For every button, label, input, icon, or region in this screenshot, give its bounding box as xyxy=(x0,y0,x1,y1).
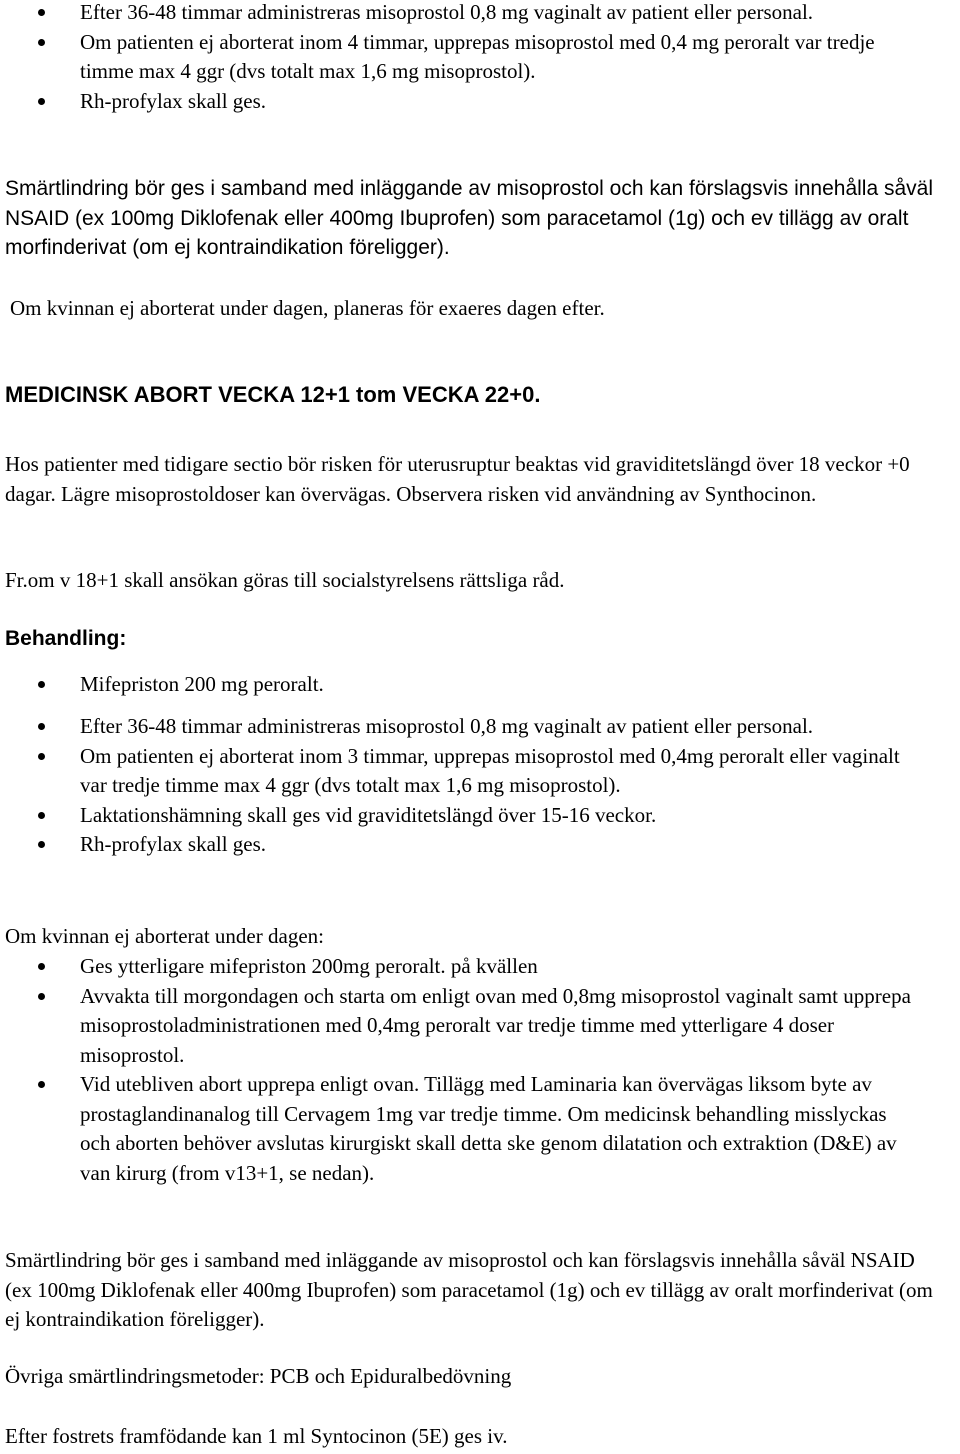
pain-relief-paragraph: Smärtlindring bör ges i samband med inläggande av misoprostol och kan förslagsvis innehålla såväl NSAID (ex 100mg Diklofenak eller 400mg Ibuprofen) som paracetamol (1g) och ev tillägg av oralt morfinderivat (om ej kontraindikation föreligger). xyxy=(5,177,933,259)
bullet-icon xyxy=(38,681,45,688)
list-item: Om patienten ej aborterat inom 4 timmar, upprepas misoprostol med 0,4 mg peroralt var tredje timme max 4 ggr (dvs totalt max 1,6 mg misoprostol). xyxy=(0,28,960,87)
bullet-list-treatment-continued xyxy=(0,712,960,860)
bullet-list-treatment xyxy=(0,670,960,700)
other-methods-paragraph: Övriga smärtlindringsmetoder: PCB och Epiduralbedövning xyxy=(5,1364,512,1388)
section-heading: MEDICINSK ABORT VECKA 12+1 tom VECKA 22+0. xyxy=(5,382,541,407)
bullet-icon xyxy=(38,963,45,970)
list-item: Vid utebliven abort upprepa enligt ovan. Tillägg med Laminaria kan övervägas liksom byte av prostaglandinanalog till Cervagem 1mg var tredje timme. Om medicinsk behandling misslyckas och aborten behöver avslutas kirurgiskt skall detta ske genom dilatation och extraktion (D&E) av van kirurg (from v13+1, se nedan). xyxy=(0,1070,960,1188)
bullet-icon xyxy=(38,723,45,730)
not-aborted-heading: Om kvinnan ej aborterat under dagen: xyxy=(5,924,324,948)
list-item: Rh-profylax skall ges. xyxy=(0,830,960,860)
bullet-list-not-aborted xyxy=(0,952,960,1188)
bullet-icon xyxy=(38,993,45,1000)
bullet-icon xyxy=(38,39,45,46)
after-fetus-paragraph: Efter fostrets framfödande kan 1 ml Syntocinon (5E) ges iv. xyxy=(5,1424,508,1448)
bullet-list-initial xyxy=(0,0,960,116)
bullet-icon xyxy=(38,812,45,819)
bullet-icon xyxy=(38,753,45,760)
list-item: Efter 36-48 timmar administreras misoprostol 0,8 mg vaginalt av patient eller personal. xyxy=(0,0,960,28)
bullet-icon xyxy=(38,841,45,848)
treatment-heading: Behandling: xyxy=(5,627,127,650)
application-paragraph: Fr.om v 18+1 skall ansökan göras till socialstyrelsens rättsliga råd. xyxy=(5,568,565,592)
bullet-icon xyxy=(38,9,45,16)
sectio-paragraph: Hos patienter med tidigare sectio bör risken för uterusruptur beaktas vid graviditetslängd över 18 veckor +0 dagar. Lägre misoprostoldoser kan övervägas. Observera risken vid användning av Synthocinon. xyxy=(5,452,910,506)
pain-relief-paragraph-2: Smärtlindring bör ges i samband med inläggande av misoprostol och kan förslagsvis innehålla såväl NSAID (ex 100mg Diklofenak eller 400mg Ibuprofen) som paracetamol (1g) och ev tillägg av oralt morfinderivat (om ej kontraindikation föreligger). xyxy=(5,1248,933,1331)
list-item: Mifepriston 200 mg peroralt. xyxy=(0,670,960,700)
list-item: Laktationshämning skall ges vid graviditetslängd över 15-16 veckor. xyxy=(0,801,960,831)
list-item: Avvakta till morgondagen och starta om enligt ovan med 0,8mg misoprostol vaginalt samt upprepa misoprostoladministrationen med 0,4mg peroralt var tredje timme med ytterligare 4 doser misoprostol. xyxy=(0,982,960,1071)
list-item: Om patienten ej aborterat inom 3 timmar, upprepas misoprostol med 0,4mg peroralt eller vaginalt var tredje timme max 4 ggr (dvs totalt max 1,6 mg misoprostol). xyxy=(0,742,960,801)
not-aborted-paragraph: Om kvinnan ej aborterat under dagen, planeras för exaeres dagen efter. xyxy=(10,296,605,320)
bullet-icon xyxy=(38,1081,45,1088)
list-item: Ges ytterligare mifepriston 200mg peroralt. på kvällen xyxy=(0,952,960,982)
list-item: Efter 36-48 timmar administreras misoprostol 0,8 mg vaginalt av patient eller personal. xyxy=(0,712,960,742)
bullet-icon xyxy=(38,98,45,105)
list-item: Rh-profylax skall ges. xyxy=(0,87,960,117)
